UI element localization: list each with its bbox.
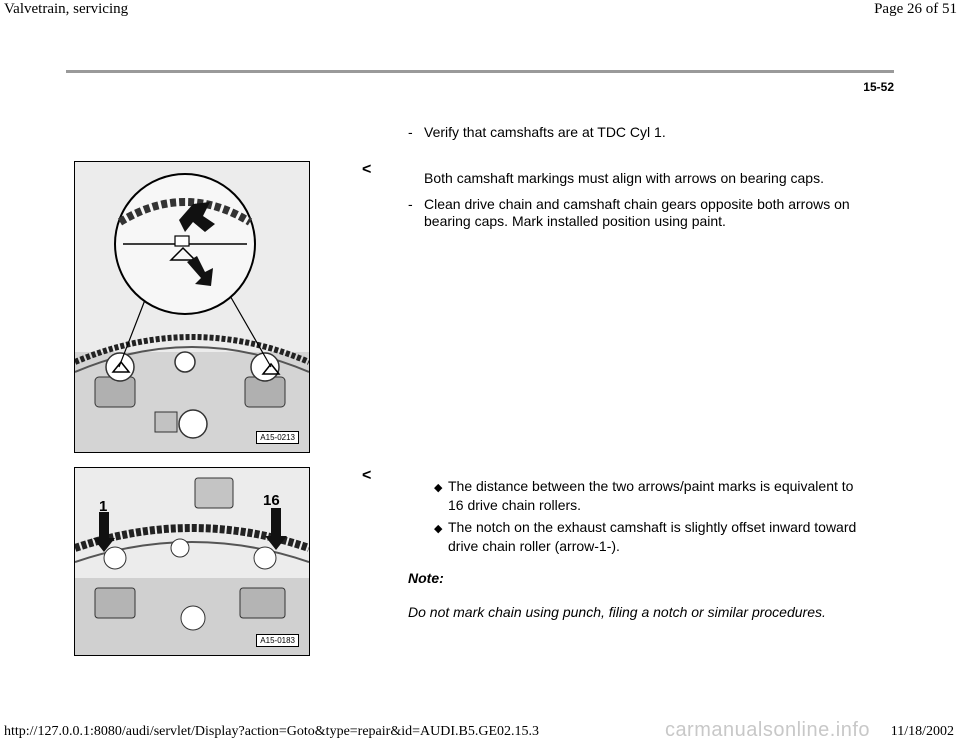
footer-url-link[interactable]: http://127.0.0.1:8080/audi/servlet/Display?action=Goto&type=repair&id=AUDI.B5.GE02.15.3 (4, 724, 539, 739)
camshaft-markings-illustration (75, 162, 309, 452)
watermark: carmanualsonline.info (664, 719, 870, 741)
pointer-left-icon: < (362, 467, 372, 484)
footer-date: 11/18/2002 (890, 724, 954, 739)
pointer-left-icon: < (362, 161, 372, 178)
step-clean-and-mark: - Clean drive chain and camshaft chain gears opposite both arrows on bearing caps. Mark installed position using paint. (408, 196, 850, 229)
header-rule (66, 70, 894, 73)
figure-label: A15-0183 (256, 634, 299, 647)
note-text: Do not mark chain using punch, filing a notch or similar procedures. (408, 604, 826, 620)
callout-16: 16 (263, 492, 280, 509)
bullet-distance-rollers: ◆ The distance between the two arrows/paint marks is equivalent to 16 drive chain rollers. (434, 478, 854, 513)
dash-marker: - (408, 124, 413, 140)
bullet-notch-offset: ◆ The notch on the exhaust camshaft is slightly offset inward toward drive chain roller (arrow-1-). (434, 519, 857, 554)
note-label: Note: (408, 570, 444, 586)
diamond-bullet-icon: ◆ (434, 523, 443, 535)
diamond-bullet-icon: ◆ (434, 482, 443, 494)
document-title: Valvetrain, servicing (4, 1, 129, 17)
dash-marker: - (408, 196, 413, 212)
figure-camshaft-markings (74, 161, 310, 453)
figure-label: A15-0213 (256, 431, 299, 444)
figure-chain-rollers (74, 467, 310, 656)
section1-intro: Both camshaft markings must align with arrows on bearing caps. (424, 170, 824, 186)
page-number: 15-52 (863, 80, 894, 94)
step-verify-tdc: - Verify that camshafts are at TDC Cyl 1. (408, 124, 666, 140)
callout-1: 1 (99, 498, 108, 515)
page-indicator: Page 26 of 51 (874, 1, 957, 17)
